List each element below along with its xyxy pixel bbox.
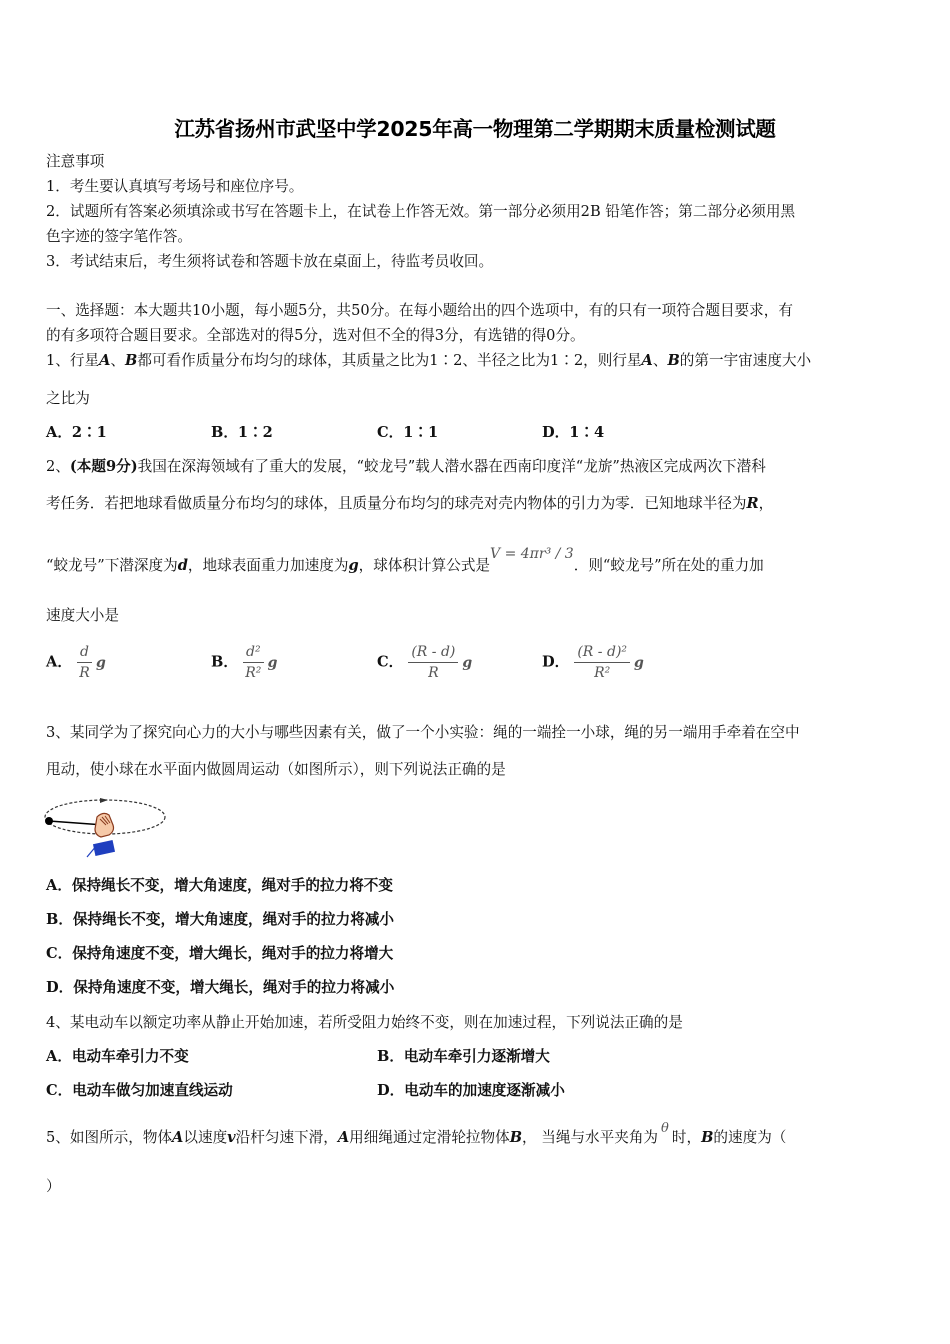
q1-stem: 1、行星A、B都可看作质量分布均匀的球体，其质量之比为1∶2、半径之比为1∶2，则行星A、B的第一宇宙速度大小 [46, 352, 812, 369]
q2-option-a[interactable]: A． $\frac{d}{R}$ g [46, 644, 106, 681]
q4-option-b[interactable]: B．电动车牵引力逐渐增大 [377, 1048, 550, 1065]
q5-stem-2: ） [46, 1178, 61, 1195]
q1-option-b[interactable]: B．1∶2 [211, 424, 273, 441]
q1-option-d[interactable]: D．1∶4 [542, 424, 605, 441]
hand [95, 813, 114, 837]
theta-symbol: θ [661, 1121, 669, 1136]
q4-option-a[interactable]: A．电动车牵引力不变 [46, 1048, 189, 1065]
q2-option-d[interactable]: D． $\frac{\text{(R - d)²}}{\text{R²}}$ g [542, 644, 644, 681]
section1-intro-1: 一、选择题：本大题共10小题，每小题5分，共50分。在每小题给出的四个选项中，有的只有一项符合题目要求，有 [46, 302, 793, 319]
circular-motion-figure [42, 795, 168, 861]
q4-option-d[interactable]: D．电动车的加速度逐渐减小 [377, 1082, 565, 1099]
q3-option-b[interactable]: B．保持绳长不变，增大角速度，绳对手的拉力将减小 [46, 911, 394, 928]
q4-stem: 4、某电动车以额定功率从静止开始加速，若所受阻力始终不变，则在加速过程，下列说法正确的是 [46, 1014, 683, 1031]
q3-option-d[interactable]: D．保持角速度不变，增大绳长，绳对手的拉力将减小 [46, 979, 395, 996]
q3-option-c[interactable]: C．保持角速度不变，增大绳长，绳对手的拉力将增大 [46, 945, 394, 962]
q3-option-a[interactable]: A．保持绳长不变，增大角速度，绳对手的拉力将不变 [46, 877, 393, 894]
q1-option-a[interactable]: A．2∶1 [46, 424, 107, 441]
notice-item-2-cont: 色字迹的签字笔作答。 [46, 228, 192, 245]
volume-formula: V = 4πr³ / 3 [490, 546, 574, 562]
q3-stem: 3、某同学为了探究向心力的大小与哪些因素有关，做了一个小实验：绳的一端拴一小球，绳的另一端用手牵着在空中 [46, 724, 800, 741]
q2-option-b[interactable]: B． $\frac{\text{d²}}{\text{R²}}$ g [211, 644, 278, 681]
sleeve [93, 840, 115, 856]
q2-stem-2: 考任务．若把地球看做质量分布均匀的球体，且质量分布均匀的球壳对壳内物体的引力为零．已知地球半径为R， [46, 495, 774, 512]
q4-option-c[interactable]: C．电动车做匀加速直线运动 [46, 1082, 233, 1099]
q1-stem-cont: 之比为 [46, 390, 90, 407]
section1-intro-2: 的有多项符合题目要求。全部选对的得5分，选对但不全的得3分，有选错的得0分。 [46, 327, 585, 344]
notice-item-1: 1．考生要认真填写考场号和座位序号。 [46, 178, 304, 195]
notice-item-2: 2．试题所有答案必须填涂或书写在答题卡上，在试卷上作答无效。第一部分必须用2B 铅笔作答；第二部分必须用黑 [46, 203, 796, 220]
q1-option-c[interactable]: C．1∶1 [377, 424, 439, 441]
q2-stem-3: “蛟龙号”下潜深度为d，地球表面重力加速度为g，球体积计算公式是V = 4πr³ / 3．则“蛟龙号”所在处的重力加 [46, 546, 764, 574]
notice-item-3: 3．考试结束后，考生须将试卷和答题卡放在桌面上，待监考员收回。 [46, 253, 494, 270]
q2-option-c[interactable]: C． $\frac{(R - d)}{R}$ g [377, 644, 473, 681]
q3-stem-2: 甩动，使小球在水平面内做圆周运动（如图所示），则下列说法正确的是 [46, 761, 506, 778]
q2-stem-4: 速度大小是 [46, 607, 119, 624]
notice-heading: 注意事项 [46, 153, 105, 170]
q2-stem: 2、(本题9分)我国在深海领域有了重大的发展，“蛟龙号”载人潜水器在西南印度洋“龙旂”热液区完成两次下潜科 [46, 458, 766, 475]
q5-stem: 5、如图所示，物体A以速度v沿杆匀速下滑，A用细绳通过定滑轮拉物体B， 当绳与水平夹角为θ时，B的速度为（ [46, 1121, 787, 1146]
ball [45, 817, 53, 825]
page-title: 江苏省扬州市武坚中学2025年高一物理第二学期期末质量检测试题 [174, 117, 776, 141]
